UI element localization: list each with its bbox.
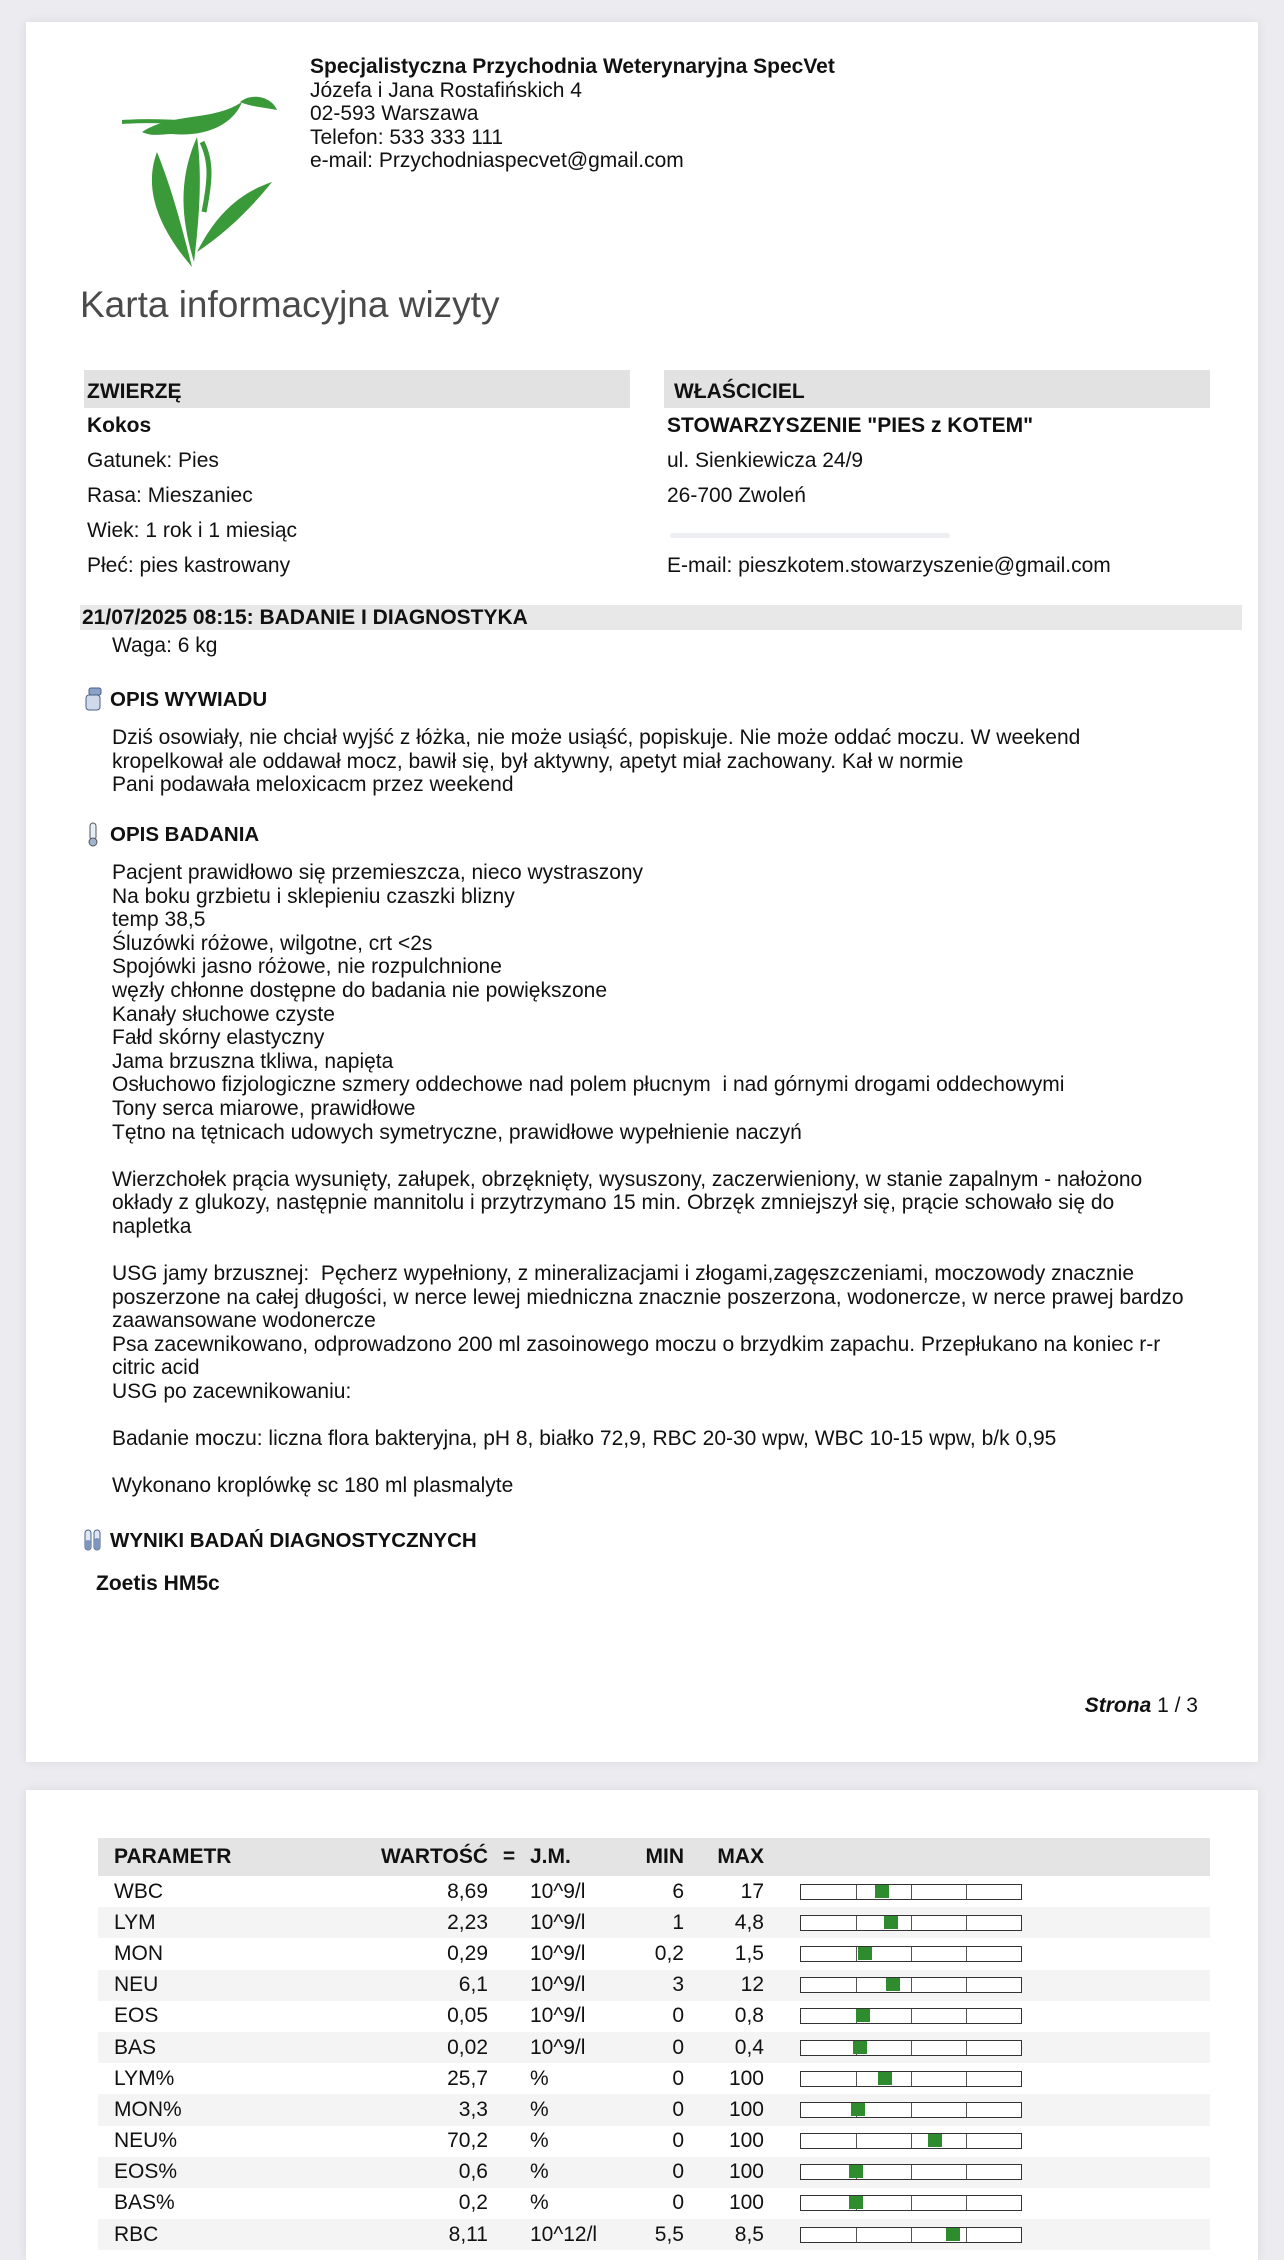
param-name: MON: [114, 1941, 163, 1965]
range-bar-cell: [764, 2032, 1210, 2063]
clinic-info: [310, 55, 835, 173]
param-unit: 10^9/l: [530, 1970, 622, 2001]
range-bar-cell: [764, 2001, 1210, 2032]
param-eq: [488, 1938, 530, 1969]
param-min: 0: [672, 2066, 684, 2090]
range-bar-cell: [764, 2219, 1210, 2250]
param-unit: 10^9/l: [530, 1907, 622, 1938]
param-min: 0: [622, 2094, 684, 2125]
param-unit: 10^12/l: [530, 2219, 622, 2250]
param-eq: [488, 2219, 530, 2250]
param-name: NEU%: [114, 2129, 178, 2153]
lab-results-table: [98, 1838, 1210, 2250]
range-marker: [853, 2041, 867, 2054]
animal-name: Kokos: [87, 414, 152, 437]
param-max: 12: [684, 1970, 764, 2001]
page-total: / 3: [1174, 1694, 1198, 1717]
param-min: 0: [622, 2157, 684, 2188]
owner-section: [664, 370, 1210, 583]
table-row: [98, 2032, 1210, 2063]
param-value: 3,3: [324, 2094, 488, 2125]
param-max: 100: [728, 2066, 764, 2090]
owner-street: ul. Sienkiewicza 24/9: [667, 449, 864, 472]
range-bar-cell: [764, 2126, 1210, 2157]
owner-email: E-mail: pieszkotem.stowarzyszenie@gmail.com: [667, 554, 1111, 577]
owner-city: 26-700 Zwoleń: [667, 484, 806, 507]
diagnostics-device: Zoetis HM5c: [96, 1572, 220, 1595]
range-marker: [886, 1978, 900, 1991]
param-unit: 10^9/l: [530, 2032, 622, 2063]
col-value: WARTOŚĆ: [324, 1838, 488, 1876]
exam-text: Pacjent prawidłowo się przemieszcza, nieco wystraszony Na boku grzbietu i sklepieniu czaszki blizny temp 38,5 Śluzówki różowe, wilgotne, crt <2s Spojówki jasno różowe, nie rozpulchnione węzły chłonne dostępne do badania nie powiększone Kanały słuchowe czyste Fałd skórny elastyczny Jama brzuszna tkliwa, napięta Osłuchowo fizjologiczne szmery oddechowe nad polem płucnym i nad górnymi drogami oddechowymi Tony serca miarowe, prawidłowe Tętno na tętnicach udowych symetryczne, prawidłowe wypełnienie naczyń Wierzchołek prącia wysunięty, załupek, obrzęknięty, wysuszony, zaczerwieniony, w stanie zapalnym - nałożono okłady z glukozy, następnie mannitolu i przytrzymano 15 min. Obrzęk zmniejszył się, prącie schowało się do napletka USG jamy brzusznej: Pęcherz wypełniony, z mineralizacjami i złogami,zagęszczeniami, moczowody znacznie poszerzone na całej długości, w nerce lewej miedniczna znacznie poszerzona, wodonercze, w nerce prawej bardzo zaawansowane wodonercze Psa zacewnikowano, odprowadzono 200 ml zasoinowego moczu o brzydkim zapachu. Przepłukano na koniec r-r citric acid USG po zacewnikowaniu: Badanie moczu: liczna flora bakteryjna, pH 8, białko 72,9, RBC 20-30 wpw, WBC 10-15 wpw, b/k 0,95 Wykonano kroplówkę sc 180 ml plasmalyte: [112, 861, 1184, 1498]
range-bar-cell: [764, 2188, 1210, 2219]
range-marker: [928, 2134, 942, 2147]
table-row: [98, 2219, 1210, 2250]
param-unit: %: [530, 2157, 622, 2188]
document-page-1: [26, 22, 1258, 1762]
param-value: 0,2: [458, 2191, 488, 2215]
col-eq: =: [488, 1838, 530, 1876]
clinic-name: Specjalistyczna Przychodnia Weterynaryjna SpecVet: [310, 55, 835, 78]
table-row: [98, 2063, 1210, 2094]
param-name: MON%: [98, 2094, 324, 2125]
param-value: 0,29: [447, 1941, 488, 1965]
param-value: 25,7: [447, 2066, 488, 2090]
range-bar-cell: [764, 1938, 1210, 1969]
param-eq: [488, 2126, 530, 2157]
param-max: 0,8: [734, 2004, 764, 2028]
visit-weight: Waga: 6 kg: [112, 634, 218, 657]
param-eq: [488, 1970, 530, 2001]
range-bar: [800, 1884, 1022, 1900]
param-min: 3: [622, 1970, 684, 2001]
range-bar-cell: [764, 1876, 1210, 1907]
table-row: [98, 2157, 1210, 2188]
range-bar-cell: [764, 1970, 1210, 2001]
param-max: 100: [728, 2191, 764, 2215]
range-marker: [851, 2103, 865, 2116]
param-unit: 10^9/l: [530, 2004, 586, 2028]
param-eq: [488, 2094, 530, 2125]
interview-text: Dziś osowiały, nie chciał wyjść z łóżka, nie może usiąść, popiskuje. Nie może oddać moczu. W weekend kropelkował ale oddawał mocz, bawił się, był aktywny, apetyt miał zachowany. Kał w normie Pani podawała meloxicacm przez weekend: [112, 726, 1081, 797]
range-bar: [800, 2071, 1022, 2087]
param-min: 0: [672, 2129, 684, 2153]
range-bar-cell: [764, 2157, 1210, 2188]
range-marker: [875, 1885, 889, 1898]
page-current: 1: [1157, 1694, 1169, 1717]
param-unit: 10^9/l: [530, 1941, 586, 1965]
param-name: RBC: [98, 2219, 324, 2250]
exam-section-title: [82, 822, 259, 848]
table-row: [98, 2126, 1210, 2157]
table-header-row: [98, 1838, 1210, 1876]
param-name: LYM%: [114, 2066, 175, 2090]
animal-sex: Płeć: pies kastrowany: [87, 554, 291, 577]
param-eq: [488, 2032, 530, 2063]
interview-title: OPIS WYWIADU: [110, 688, 268, 711]
range-bar: [800, 2164, 1022, 2180]
param-name: EOS%: [98, 2157, 324, 2188]
param-min: 0: [672, 2004, 684, 2028]
range-marker: [878, 2072, 892, 2085]
range-bar: [800, 1977, 1022, 1993]
table-row: [98, 2094, 1210, 2125]
param-min: 0: [672, 2191, 684, 2215]
clinic-logo: [122, 82, 282, 272]
param-unit: %: [530, 2129, 549, 2153]
param-max: 100: [684, 2157, 764, 2188]
param-max: 8,5: [684, 2219, 764, 2250]
param-name: WBC: [114, 1879, 163, 1903]
param-min: 0,2: [654, 1941, 684, 1965]
col-unit: J.M.: [530, 1838, 622, 1876]
param-max: 17: [740, 1879, 764, 1903]
animal-header: ZWIERZĘ: [84, 370, 630, 408]
document-page-2: [26, 1790, 1258, 2260]
param-min: 0: [622, 2032, 684, 2063]
range-bar: [800, 1915, 1022, 1931]
range-marker: [856, 2009, 870, 2022]
param-value: 0,02: [324, 2032, 488, 2063]
exam-title: OPIS BADANIA: [110, 823, 260, 846]
param-eq: [488, 1876, 530, 1907]
owner-name: STOWARZYSZENIE "PIES z KOTEM": [667, 414, 1034, 437]
param-value: 6,1: [324, 1970, 488, 2001]
diagnostics-section-title: [82, 1528, 477, 1554]
table-row: [98, 1876, 1210, 1907]
param-min: 6: [672, 1879, 684, 1903]
page-label: Strona: [1084, 1694, 1152, 1717]
param-name: BAS: [98, 2032, 324, 2063]
param-eq: [488, 1907, 530, 1938]
param-value: 70,2: [447, 2129, 488, 2153]
param-max: 100: [684, 2094, 764, 2125]
range-bar: [800, 2195, 1022, 2211]
clinic-street: Józefa i Jana Rostafińskich 4: [310, 78, 582, 102]
thermometer-icon: [82, 822, 104, 848]
range-marker: [858, 1947, 872, 1960]
param-value: 8,11: [324, 2219, 488, 2250]
col-max: MAX: [684, 1838, 764, 1876]
param-eq: [488, 2063, 530, 2094]
page-number: [1085, 1694, 1198, 1718]
diagnostics-title: WYNIKI BADAŃ DIAGNOSTYCZNYCH: [110, 1529, 477, 1552]
param-max: 1,5: [734, 1941, 764, 1965]
animal-section: [84, 370, 630, 583]
param-name: LYM: [98, 1907, 324, 1938]
param-value: 0,05: [447, 2004, 488, 2028]
animal-species: Gatunek: Pies: [87, 449, 219, 472]
col-min: MIN: [622, 1838, 684, 1876]
param-value: 8,69: [447, 1879, 488, 1903]
interview-section-title: [82, 687, 267, 713]
param-unit: %: [530, 2191, 549, 2215]
range-bar: [800, 1946, 1022, 1962]
table-row: [98, 1907, 1210, 1938]
param-value: 0,6: [324, 2157, 488, 2188]
param-eq: [488, 2157, 530, 2188]
table-row: [98, 1938, 1210, 1969]
range-marker: [849, 2196, 863, 2209]
param-max: 0,4: [684, 2032, 764, 2063]
visit-header: 21/07/2025 08:15: BADANIE I DIAGNOSTYKA: [80, 605, 1242, 630]
range-bar: [800, 2008, 1022, 2024]
param-name: EOS: [114, 2004, 159, 2028]
table-row: [98, 1970, 1210, 2001]
param-unit: %: [530, 2066, 549, 2090]
param-value: 2,23: [324, 1907, 488, 1938]
pill-bottle-icon: [82, 687, 104, 713]
param-name: NEU: [98, 1970, 324, 2001]
range-bar-cell: [764, 2094, 1210, 2125]
param-unit: %: [530, 2094, 622, 2125]
range-bar: [800, 2040, 1022, 2056]
param-max: 100: [728, 2129, 764, 2153]
param-max: 4,8: [684, 1907, 764, 1938]
param-eq: [488, 2188, 530, 2219]
redacted-line: [664, 513, 1210, 548]
table-row: [98, 2001, 1210, 2032]
range-bar: [800, 2102, 1022, 2118]
param-unit: 10^9/l: [530, 1879, 586, 1903]
range-bar: [800, 2227, 1022, 2243]
col-param: PARAMETR: [98, 1838, 324, 1876]
animal-breed: Rasa: Mieszaniec: [87, 484, 253, 507]
range-marker: [946, 2228, 960, 2241]
range-bar-cell: [764, 1907, 1210, 1938]
test-tubes-icon: [82, 1528, 104, 1554]
table-row: [98, 2188, 1210, 2219]
param-min: 1: [622, 1907, 684, 1938]
page-title: Karta informacyjna wizyty: [80, 284, 500, 325]
range-bar-cell: [764, 2063, 1210, 2094]
clinic-phone: Telefon: 533 333 111: [310, 125, 504, 149]
clinic-city: 02-593 Warszawa: [310, 102, 479, 125]
param-name: BAS%: [114, 2191, 175, 2215]
owner-header: WŁAŚCICIEL: [664, 370, 1210, 408]
param-min: 5,5: [622, 2219, 684, 2250]
animal-age: Wiek: 1 rok i 1 miesiąc: [87, 519, 298, 542]
col-range-bar: [764, 1838, 1210, 1876]
param-eq: [488, 2001, 530, 2032]
clinic-email: e-mail: Przychodniaspecvet@gmail.com: [310, 149, 684, 172]
range-bar: [800, 2133, 1022, 2149]
range-marker: [849, 2165, 863, 2178]
range-marker: [884, 1916, 898, 1929]
